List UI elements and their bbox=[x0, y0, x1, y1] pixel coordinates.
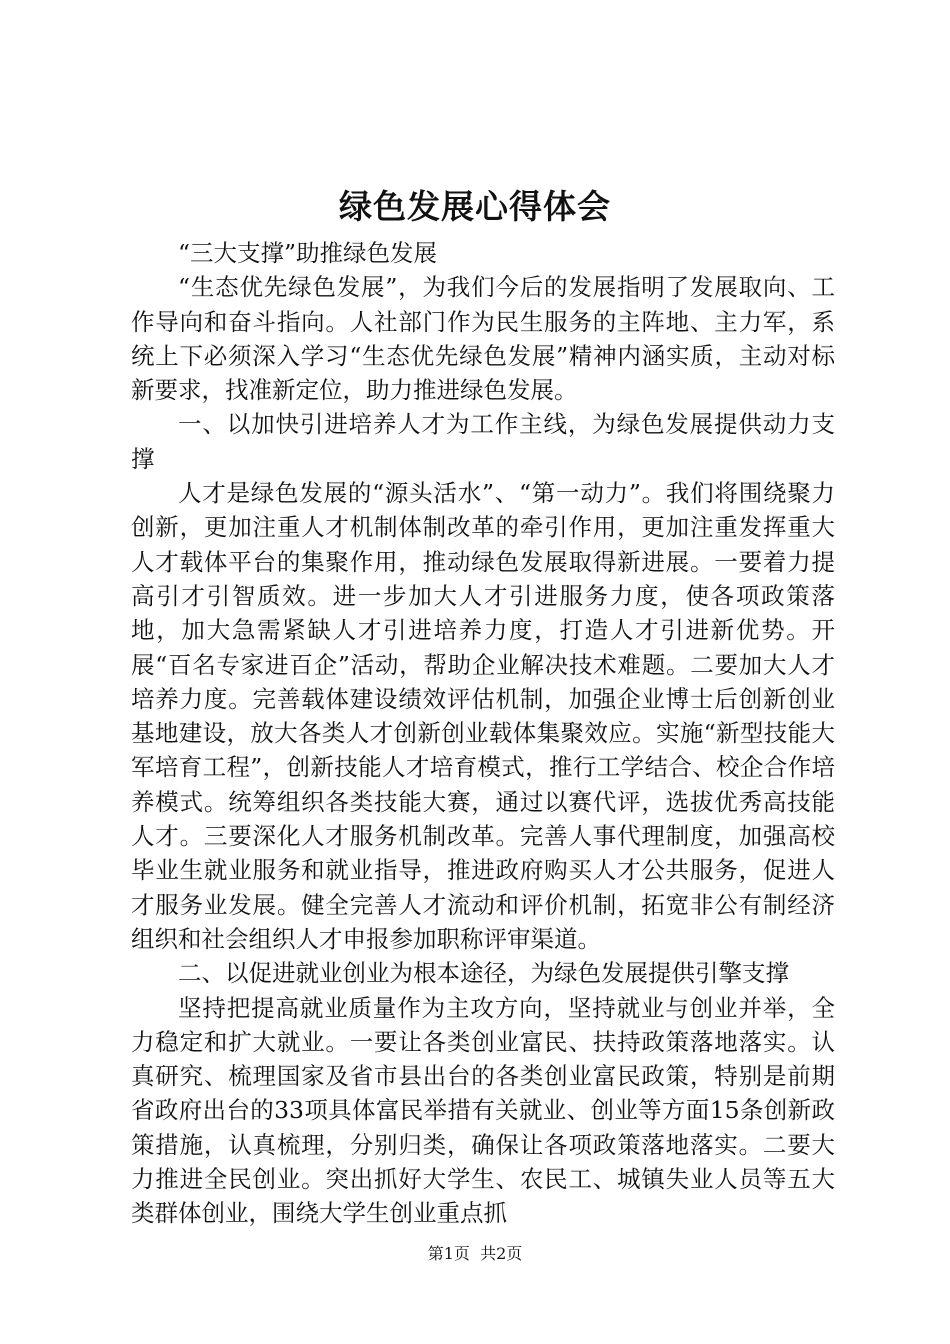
subtitle-paragraph: “三大支撑”助推绿色发展 bbox=[178, 239, 438, 267]
section-heading-2: 二、以促进就业创业为根本途径，为绿色发展提供引擎支撑 bbox=[178, 959, 789, 988]
page-total: 共2页 bbox=[480, 1244, 523, 1263]
document-body bbox=[131, 236, 835, 1231]
section-heading-1: 一、以加快引进培养人才为工作主线，为绿色发展提供动力支撑 bbox=[131, 410, 835, 473]
page-number: 第1页 bbox=[427, 1244, 470, 1263]
intro-paragraph: “生态优先绿色发展”，为我们今后的发展指明了发展取向、工作导向和奋斗指向。人社部门作为民生服务的主阵地、主力军，系统上下必须深入学习“生态优先绿色发展”精神内涵实质，主动对标新要求，找准新定位，助力推进绿色发展。 bbox=[131, 273, 835, 405]
page-footer bbox=[0, 1243, 950, 1265]
section-2-paragraph: 坚持把提高就业质量作为主攻方向，坚持就业与创业并举，全力稳定和扩大就业。一要让各类创业富民、扶持政策落地落实。认真研究、梳理国家及省市县出台的各类创业富民政策，特别是前期省政府出台的33项具体富民举措有关就业、创业等方面15条创新政策措施，认真梳理，分别归类，确保让各项政策落地落实。二要大力推进全民创业。突出抓好大学生、农民工、城镇失业人员等五大类群体创业，围绕大学生创业重点抓 bbox=[131, 993, 835, 1228]
section-1-paragraph: 人才是绿色发展的“源头活水”、“第一动力”。我们将围绕聚力创新，更加注重人才机制体制改革的牵引作用，更加注重发挥重大人才载体平台的集聚作用，推动绿色发展取得新进展。一要着力提高引才引智质效。进一步加大人才引进服务力度，使各项政策落地，加大急需紧缺人才引进培养力度，打造人才引进新优势。开展“百名专家进百企”活动，帮助企业解决技术难题。二要加大人才培养力度。完善载体建设绩效评估机制，加强企业博士后创新创业基地建设，放大各类人才创新创业载体集聚效应。实施“新型技能大军培育工程”，创新技能人才培育模式，推行工学结合、校企合作培养模式。统筹组织各类技能大赛，通过以赛代评，选拔优秀高技能人才。三要深化人才服务机制改革。完善人事代理制度，加强高校毕业生就业服务和就业指导，推进政府购买人才公共服务，促进人才服务业发展。健全完善人才流动和评价机制，拓宽非公有制经济组织和社会组织人才申报参加职称评审渠道。 bbox=[131, 479, 835, 953]
document-title: 绿色发展心得体会 bbox=[339, 187, 611, 226]
